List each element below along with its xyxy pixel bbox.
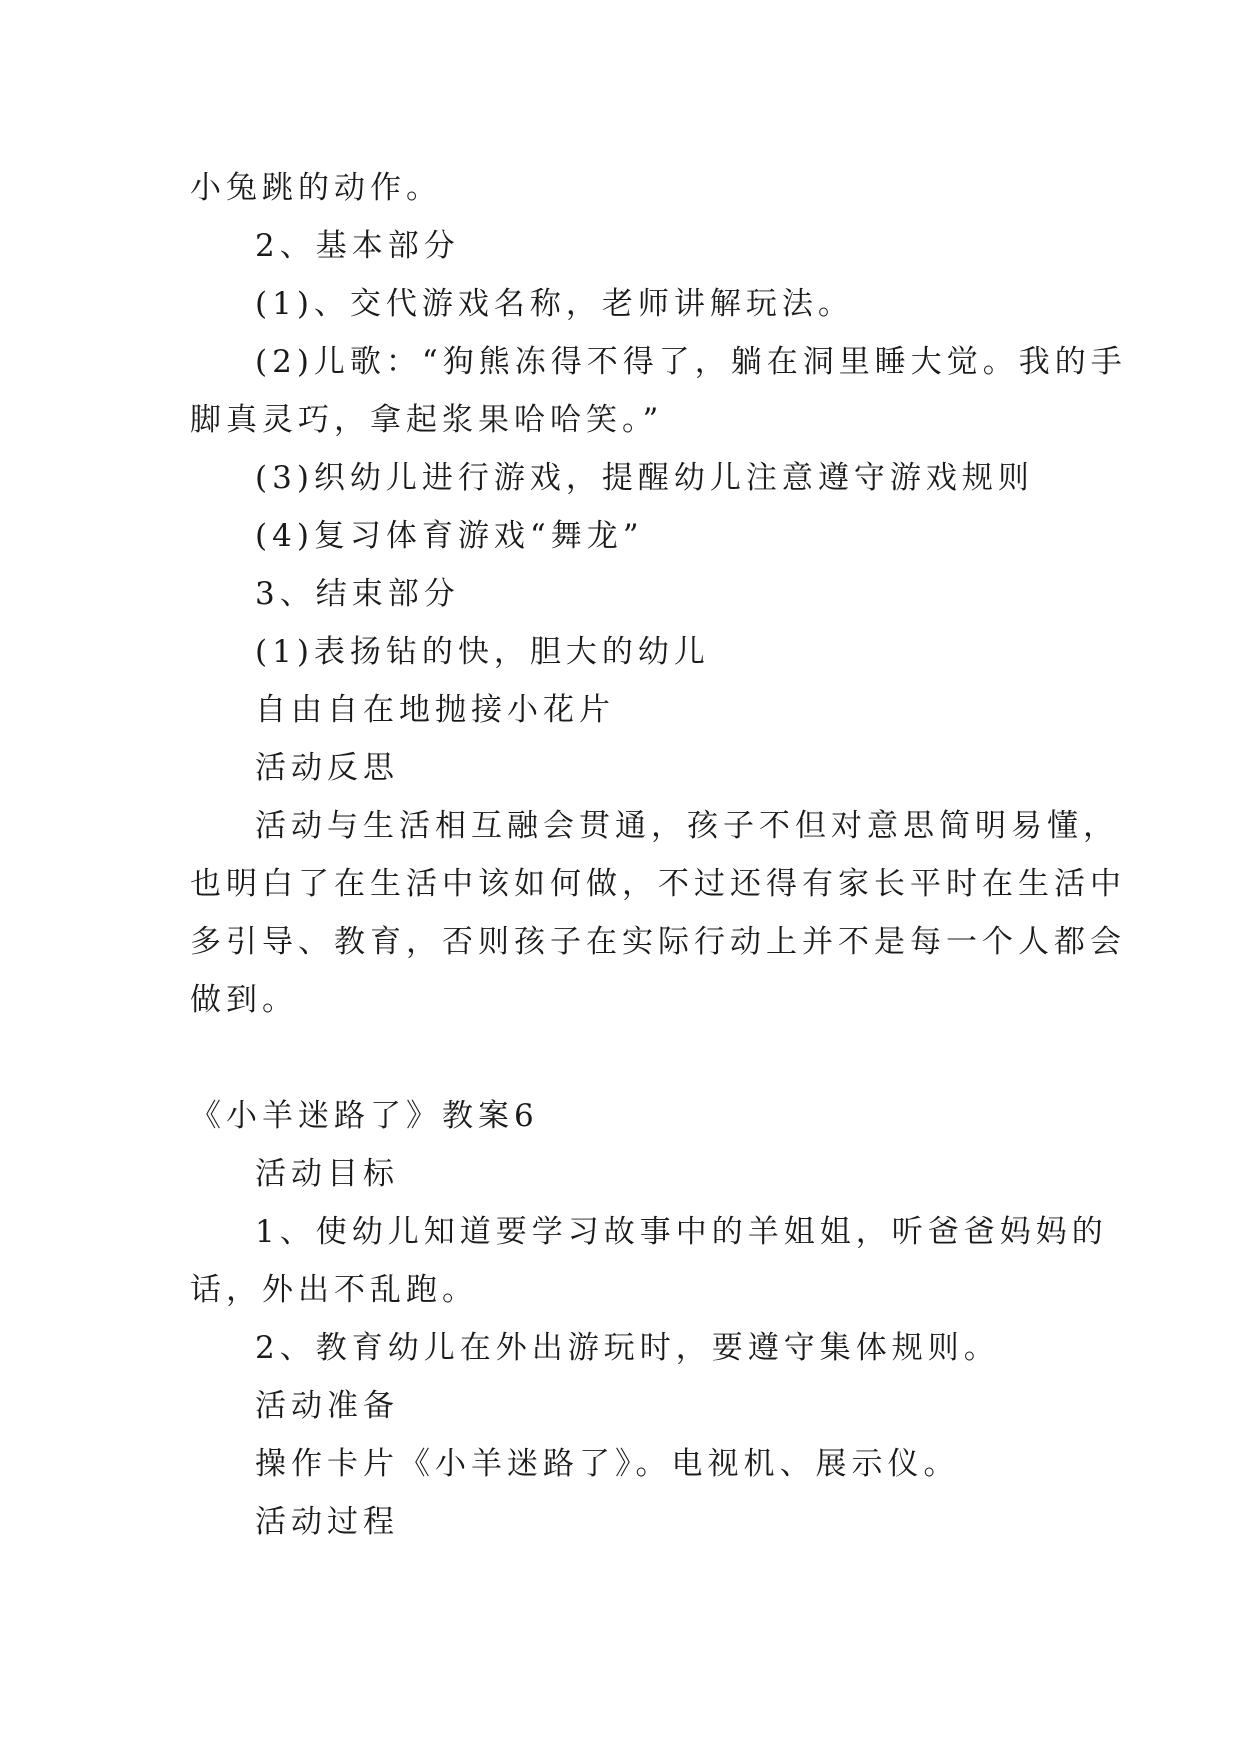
paragraph-line: 多引导、教育，否则孩子在实际行动上并不是每一个人都会 bbox=[190, 924, 1126, 960]
paragraph-line: (1)、交代游戏名称，老师讲解玩法。 bbox=[255, 286, 854, 322]
paragraph-line: 话，外出不乱跑。 bbox=[190, 1272, 478, 1308]
document-title: 《小羊迷路了》教案6 bbox=[190, 1098, 539, 1134]
paragraph-line: (4)复习体育游戏“舞龙” bbox=[255, 518, 644, 554]
section-heading: 2、基本部分 bbox=[255, 228, 460, 264]
paragraph-line: 2、教育幼儿在外出游玩时，要遵守集体规则。 bbox=[255, 1330, 1000, 1366]
paragraph-line: 自由自在地抛接小花片 bbox=[255, 692, 615, 728]
paragraph-line: (3)织幼儿进行游戏，提醒幼儿注意遵守游戏规则 bbox=[255, 460, 1034, 496]
paragraph-line: 也明白了在生活中该如何做，不过还得有家长平时在生活中 bbox=[190, 866, 1126, 902]
paragraph-line: 小兔跳的动作。 bbox=[190, 170, 442, 206]
paragraph-line: (1)表扬钻的快，胆大的幼儿 bbox=[255, 634, 710, 670]
paragraph-line: 脚真灵巧，拿起浆果哈哈笑。” bbox=[190, 402, 664, 438]
section-heading: 活动过程 bbox=[255, 1504, 399, 1540]
section-heading: 3、结束部分 bbox=[255, 576, 460, 612]
paragraph-line: 1、使幼儿知道要学习故事中的羊姐姐，听爸爸妈妈的 bbox=[255, 1214, 1108, 1250]
paragraph-line: (2)儿歌：“狗熊冻得不得了，躺在洞里睡大觉。我的手 bbox=[255, 344, 1127, 380]
paragraph-line: 活动与生活相互融会贯通，孩子不但对意思简明易懂， bbox=[255, 808, 1119, 844]
paragraph-line: 做到。 bbox=[190, 982, 298, 1018]
paragraph-line: 操作卡片《小羊迷路了》。电视机、展示仪。 bbox=[255, 1446, 960, 1482]
section-heading: 活动反思 bbox=[255, 750, 399, 786]
section-heading: 活动目标 bbox=[255, 1156, 399, 1192]
section-heading: 活动准备 bbox=[255, 1388, 399, 1424]
